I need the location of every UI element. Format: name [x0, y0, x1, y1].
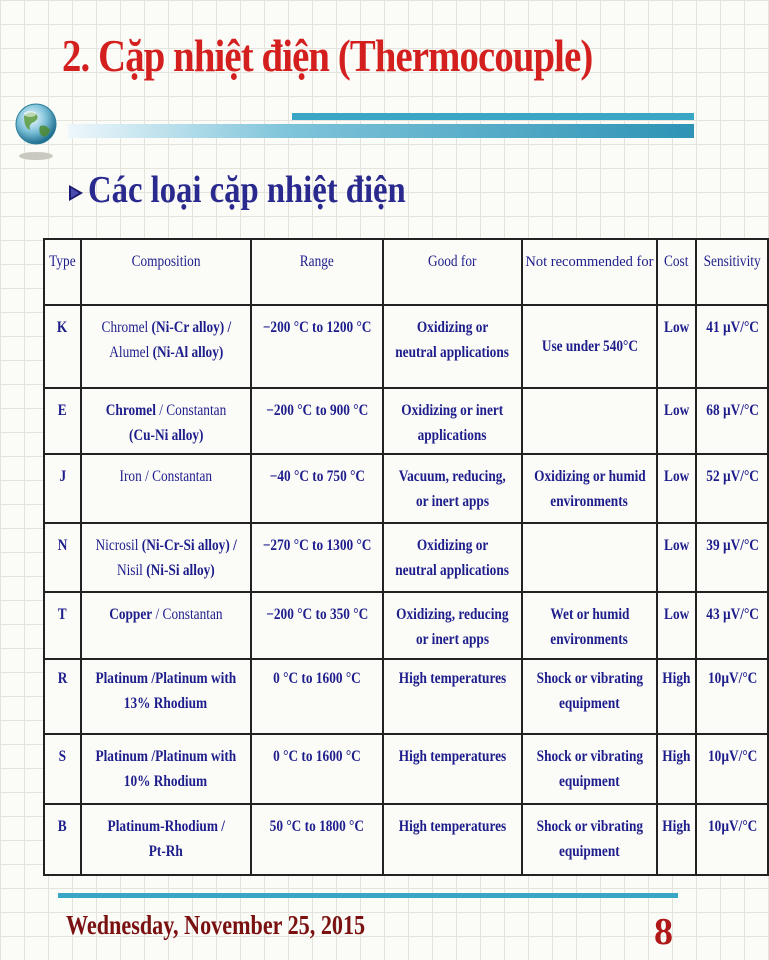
cell-sensitivity: 10µV/°C	[696, 659, 768, 734]
cell-range: −200 °C to 350 °C	[251, 592, 383, 659]
cell-composition: Iron / Constantan	[81, 454, 251, 523]
cell-not-recommended: Shock or vibrating equipment	[522, 659, 658, 734]
table-row	[44, 734, 768, 804]
cell-range: 0 °C to 1600 °C	[251, 659, 383, 734]
cell-composition: Platinum /Platinum with 13% Rhodium	[81, 659, 251, 734]
cell-good-for: Oxidizing, reducing or inert apps	[383, 592, 521, 659]
header-gradient-band	[68, 124, 694, 138]
cell-range: 0 °C to 1600 °C	[251, 734, 383, 804]
cell-range: −40 °C to 750 °C	[251, 454, 383, 523]
header-good-for: Good for	[383, 239, 521, 305]
table-row	[44, 592, 768, 659]
cell-not-recommended: Use under 540°C	[522, 305, 658, 388]
cell-not-recommended: Shock or vibrating equipment	[522, 734, 658, 804]
cell-type: R	[44, 659, 81, 734]
cell-type: N	[44, 523, 81, 592]
cell-composition: Chromel (Ni-Cr alloy) / Alumel (Ni-Al alloy)	[81, 305, 251, 388]
cell-range: −200 °C to 900 °C	[251, 388, 383, 454]
cell-cost: High	[657, 659, 696, 734]
cell-not-recommended: Oxidizing or humid environments	[522, 454, 658, 523]
cell-sensitivity: 52 µV/°C	[696, 454, 768, 523]
cell-sensitivity: 43 µV/°C	[696, 592, 768, 659]
globe-icon	[14, 96, 58, 162]
thermocouple-table	[43, 238, 769, 876]
cell-composition: Platinum-Rhodium / Pt-Rh	[81, 804, 251, 875]
cell-good-for: Oxidizing or neutral applications	[383, 523, 521, 592]
table-row	[44, 659, 768, 734]
footer-date: Wednesday, November 25, 2015	[66, 910, 366, 940]
cell-composition: Copper / Constantan	[81, 592, 251, 659]
cell-type: T	[44, 592, 81, 659]
section-heading	[68, 168, 457, 212]
cell-good-for: High temperatures	[383, 734, 521, 804]
footer-accent-line	[58, 893, 678, 898]
cell-cost: Low	[657, 305, 696, 388]
cell-good-for: Oxidizing or neutral applications	[383, 305, 521, 388]
page-number: 8	[654, 911, 673, 953]
cell-cost: Low	[657, 388, 696, 454]
section-heading-text: Các loại cặp nhiệt điện	[88, 169, 406, 211]
cell-not-recommended	[522, 388, 658, 454]
cell-cost: High	[657, 804, 696, 875]
header-not-recommended: Not recommended for	[522, 239, 658, 305]
cell-cost: Low	[657, 592, 696, 659]
header-range: Range	[251, 239, 383, 305]
cell-good-for: High temperatures	[383, 659, 521, 734]
cell-sensitivity: 10µV/°C	[696, 734, 768, 804]
header-cost: Cost	[657, 239, 696, 305]
table-row	[44, 305, 768, 388]
cell-range: −270 °C to 1300 °C	[251, 523, 383, 592]
triangle-bullet-icon	[68, 184, 84, 202]
table-row	[44, 388, 768, 454]
cell-not-recommended: Shock or vibrating equipment	[522, 804, 658, 875]
slide-title: 2. Cặp nhiệt điện (Thermocouple)	[62, 31, 593, 81]
cell-not-recommended: Wet or humid environments	[522, 592, 658, 659]
header-accent-line	[292, 113, 694, 120]
cell-type: S	[44, 734, 81, 804]
cell-composition: Chromel / Constantan (Cu-Ni alloy)	[81, 388, 251, 454]
cell-type: K	[44, 305, 81, 388]
cell-good-for: Oxidizing or inert applications	[383, 388, 521, 454]
cell-composition: Nicrosil (Ni-Cr-Si alloy) / Nisil (Ni-Si alloy)	[81, 523, 251, 592]
table-row	[44, 454, 768, 523]
cell-composition: Platinum /Platinum with 10% Rhodium	[81, 734, 251, 804]
cell-cost: Low	[657, 523, 696, 592]
cell-cost: High	[657, 734, 696, 804]
cell-sensitivity: 41 µV/°C	[696, 305, 768, 388]
header-sensitivity: Sensitivity	[696, 239, 768, 305]
cell-cost: Low	[657, 454, 696, 523]
cell-sensitivity: 68 µV/°C	[696, 388, 768, 454]
header-composition: Composition	[81, 239, 251, 305]
cell-range: 50 °C to 1800 °C	[251, 804, 383, 875]
cell-type: B	[44, 804, 81, 875]
cell-not-recommended	[522, 523, 658, 592]
cell-type: E	[44, 388, 81, 454]
cell-type: J	[44, 454, 81, 523]
table-header-row	[44, 239, 768, 305]
table-row	[44, 523, 768, 592]
cell-sensitivity: 10µV/°C	[696, 804, 768, 875]
cell-sensitivity: 39 µV/°C	[696, 523, 768, 592]
cell-good-for: High temperatures	[383, 804, 521, 875]
cell-range: −200 °C to 1200 °C	[251, 305, 383, 388]
table-row	[44, 804, 768, 875]
cell-good-for: Vacuum, reducing, or inert apps	[383, 454, 521, 523]
header-type: Type	[44, 239, 81, 305]
